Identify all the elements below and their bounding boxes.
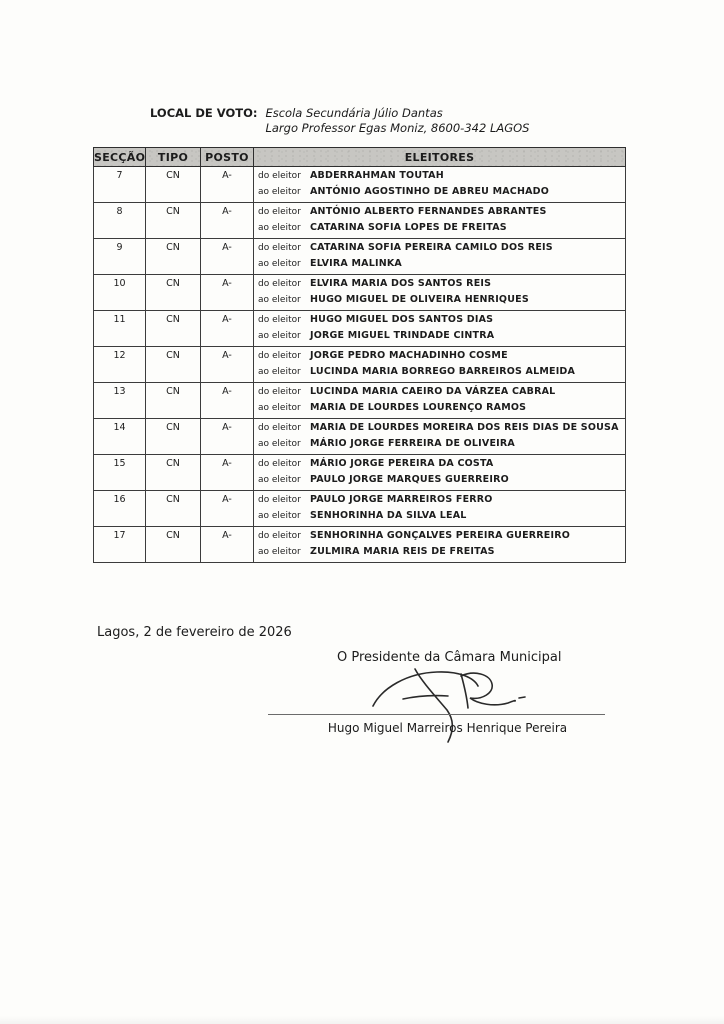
from-elector-label: do eleitor	[258, 495, 301, 505]
seccao-cell: 8	[94, 203, 146, 239]
seccao-cell: 7	[94, 167, 146, 203]
tipo-cell: CN	[146, 491, 201, 527]
tipo-cell: CN	[146, 455, 201, 491]
posto-cell: A-	[201, 311, 254, 347]
tipo-cell: CN	[146, 167, 201, 203]
table-row	[94, 203, 626, 239]
eleitores-table-body	[94, 167, 626, 563]
from-elector-name: MARIA DE LOURDES MOREIRA DOS REIS DIAS DE SOUSA	[310, 422, 619, 433]
from-elector-name: ABDERRAHMAN TOUTAH	[310, 170, 444, 181]
column-header-eleitores: ELEITORES	[254, 148, 626, 167]
electors-table	[93, 147, 626, 563]
to-elector-name: ELVIRA MALINKA	[310, 258, 402, 269]
tipo-cell: CN	[146, 311, 201, 347]
voting-place-address: Largo Professor Egas Moniz, 8600-342 LAGOS	[265, 121, 530, 135]
eleitores-cell	[254, 275, 626, 311]
posto-cell: A-	[201, 383, 254, 419]
eleitores-cell	[254, 491, 626, 527]
from-elector-label: do eleitor	[258, 243, 301, 253]
local-de-voto-block	[150, 106, 529, 136]
from-elector-label: do eleitor	[258, 207, 301, 217]
eleitores-cell	[254, 203, 626, 239]
to-elector-name: JORGE MIGUEL TRINDADE CINTRA	[310, 330, 495, 341]
table-row	[94, 527, 626, 563]
from-elector-label: do eleitor	[258, 387, 301, 397]
electors-table-wrap	[93, 147, 626, 563]
seccao-cell: 16	[94, 491, 146, 527]
local-de-voto-label: LOCAL DE VOTO:	[150, 106, 258, 120]
seccao-cell: 15	[94, 455, 146, 491]
to-elector-label: ao eleitor	[258, 439, 301, 449]
posto-cell: A-	[201, 527, 254, 563]
to-elector-name: SENHORINHA DA SILVA LEAL	[310, 510, 467, 521]
seccao-cell: 10	[94, 275, 146, 311]
eleitores-cell	[254, 167, 626, 203]
posto-cell: A-	[201, 419, 254, 455]
to-elector-label: ao eleitor	[258, 187, 301, 197]
to-elector-label: ao eleitor	[258, 259, 301, 269]
posto-cell: A-	[201, 203, 254, 239]
eleitores-cell	[254, 239, 626, 275]
to-elector-label: ao eleitor	[258, 403, 301, 413]
to-elector-label: ao eleitor	[258, 295, 301, 305]
posto-cell: A-	[201, 167, 254, 203]
signer-name: Hugo Miguel Marreiros Henrique Pereira	[327, 721, 568, 735]
from-elector-label: do eleitor	[258, 423, 301, 433]
table-row	[94, 419, 626, 455]
column-header-posto: POSTO	[201, 148, 254, 167]
from-elector-name: LUCINDA MARIA CAEIRO DA VÁRZEA CABRAL	[310, 386, 556, 397]
table-row	[94, 239, 626, 275]
table-row	[94, 311, 626, 347]
from-elector-label: do eleitor	[258, 459, 301, 469]
eleitores-cell	[254, 527, 626, 563]
column-header-tipo: TIPO	[146, 148, 201, 167]
seccao-cell: 14	[94, 419, 146, 455]
from-elector-name: MÁRIO JORGE PEREIRA DA COSTA	[310, 458, 494, 469]
posto-cell: A-	[201, 491, 254, 527]
seccao-cell: 17	[94, 527, 146, 563]
eleitores-cell	[254, 419, 626, 455]
table-row	[94, 167, 626, 203]
tipo-cell: CN	[146, 275, 201, 311]
from-elector-name: CATARINA SOFIA PEREIRA CAMILO DOS REIS	[310, 242, 553, 253]
from-elector-label: do eleitor	[258, 351, 301, 361]
table-row	[94, 275, 626, 311]
to-elector-name: MÁRIO JORGE FERREIRA DE OLIVEIRA	[310, 438, 515, 449]
posto-cell: A-	[201, 455, 254, 491]
local-de-voto-value	[265, 106, 529, 136]
eleitores-cell	[254, 347, 626, 383]
eleitores-cell	[254, 383, 626, 419]
seccao-cell: 11	[94, 311, 146, 347]
from-elector-name: SENHORINHA GONÇALVES PEREIRA GUERREIRO	[310, 530, 571, 541]
place-and-date: Lagos, 2 de fevereiro de 2026	[97, 625, 292, 640]
seccao-cell: 9	[94, 239, 146, 275]
tipo-cell: CN	[146, 347, 201, 383]
to-elector-label: ao eleitor	[258, 511, 301, 521]
to-elector-label: ao eleitor	[258, 223, 301, 233]
from-elector-name: HUGO MIGUEL DOS SANTOS DIAS	[310, 314, 494, 325]
posto-cell: A-	[201, 239, 254, 275]
table-row	[94, 383, 626, 419]
table-row	[94, 347, 626, 383]
eleitores-cell	[254, 455, 626, 491]
from-elector-name: JORGE PEDRO MACHADINHO COSME	[310, 350, 508, 361]
to-elector-name: LUCINDA MARIA BORREGO BARREIROS ALMEIDA	[310, 366, 576, 377]
to-elector-name: ZULMIRA MARIA REIS DE FREITAS	[310, 546, 495, 557]
signature	[352, 660, 537, 752]
scan-shadow	[0, 1016, 724, 1024]
to-elector-name: CATARINA SOFIA LOPES DE FREITAS	[310, 222, 507, 233]
tipo-cell: CN	[146, 203, 201, 239]
signature-line	[268, 714, 605, 715]
posto-cell: A-	[201, 275, 254, 311]
from-elector-label: do eleitor	[258, 171, 301, 181]
to-elector-name: ANTÓNIO AGOSTINHO DE ABREU MACHADO	[310, 186, 550, 197]
tipo-cell: CN	[146, 419, 201, 455]
signer-title: O Presidente da Câmara Municipal	[337, 650, 562, 665]
seccao-cell: 12	[94, 347, 146, 383]
to-elector-name: PAULO JORGE MARQUES GUERREIRO	[310, 474, 509, 485]
posto-cell: A-	[201, 347, 254, 383]
table-row	[94, 491, 626, 527]
tipo-cell: CN	[146, 383, 201, 419]
eleitores-cell	[254, 311, 626, 347]
table-header-row	[94, 148, 626, 167]
tipo-cell: CN	[146, 239, 201, 275]
to-elector-label: ao eleitor	[258, 547, 301, 557]
seccao-cell: 13	[94, 383, 146, 419]
to-elector-label: ao eleitor	[258, 331, 301, 341]
from-elector-name: ANTÓNIO ALBERTO FERNANDES ABRANTES	[310, 206, 547, 217]
column-header-seccao: SECÇÃO	[94, 148, 146, 167]
from-elector-name: PAULO JORGE MARREIROS FERRO	[310, 494, 493, 505]
from-elector-name: ELVIRA MARIA DOS SANTOS REIS	[310, 278, 492, 289]
from-elector-label: do eleitor	[258, 531, 301, 541]
tipo-cell: CN	[146, 527, 201, 563]
table-row	[94, 455, 626, 491]
from-elector-label: do eleitor	[258, 315, 301, 325]
from-elector-label: do eleitor	[258, 279, 301, 289]
to-elector-label: ao eleitor	[258, 475, 301, 485]
voting-place-name: Escola Secundária Júlio Dantas	[265, 106, 443, 120]
to-elector-label: ao eleitor	[258, 367, 301, 377]
to-elector-name: MARIA DE LOURDES LOURENÇO RAMOS	[310, 402, 527, 413]
to-elector-name: HUGO MIGUEL DE OLIVEIRA HENRIQUES	[310, 294, 529, 305]
